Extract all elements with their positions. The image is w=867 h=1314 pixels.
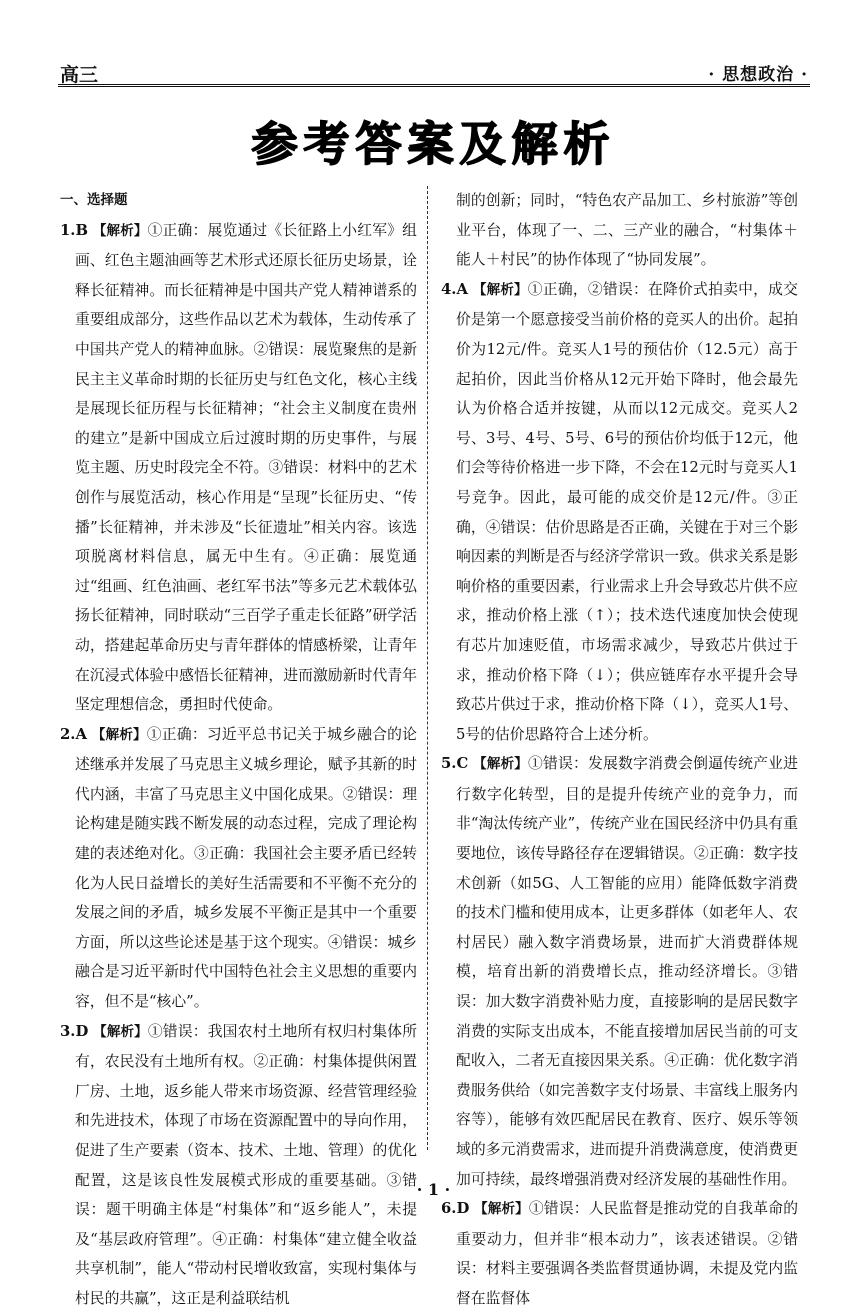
item-explanation: ①错误：发展数字消费会倒逼传统产业进行数字化转型，目的是提升传统产业的竞争力，而非“淘汰传统产业”，传统产业在国民经济中仍具有重要地位，该传导路径存在逻辑错误。②正确：数字技术创新（如5G、人工智能的应用）能降低数字消费的技术门槛和使用成本，让更多群体（如老年人、农村居民）融入数字消费场景，进而扩大消费群体规模，培育出新的消费增长点，推动经济增长。③错误：加大数字消费补贴力度，直接影响的是居民数字消费的实际支出成本，不能直接增加居民当前的可支配收入，二者无直接因果关系。④正确：优化数字消费服务供给（如完善数字支付场景、丰富线上服务内容等），能够有效匹配居民在教育、医疗、娱乐等领域的多元消费需求，进而提升消费满意度，使消费更加可持续，最终增强消费对经济发展的基础性作用。	[456, 755, 798, 1188]
item-explanation: ①正确：习近平总书记关于城乡融合的论述继承并发展了马克思主义城乡理论，赋予其新的时代内涵，丰富了马克思主义中国化成果。②错误：理论构建是随实践不断发展的动态过程，完成了理论构建的表述绝对化。③正确：我国社会主要矛盾已经转化为人民日益增长的美好生活需要和不平衡不充分的发展之间的矛盾，城乡发展不平衡正是其中一个重要方面，所以这些论述是基于这个现实。④错误：城乡融合是习近平新时代中国特色社会主义思想的重要内容，但不是“核心”。	[75, 725, 417, 1011]
page-title: 参考答案及解析	[251, 117, 616, 171]
item-number: 6.	[441, 1200, 457, 1218]
analysis-tag: 【解析】	[472, 281, 528, 298]
item-number: 1.	[60, 221, 76, 239]
grade-label: 高三	[60, 64, 99, 86]
item-answer: D	[456, 1200, 470, 1218]
section-title: 一、选择题	[60, 192, 128, 208]
item-continuation: 制的创新；同时，“特色农产品加工、乡村旅游”等创业平台，体现了一、二、三产业的融合，“村集体＋能人＋村民”的协作体现了“协同发展”。	[456, 192, 798, 269]
item-explanation: ①正确：展览通过《长征路上小红军》组画、红色主题油画等艺术形式还原长征历史场景，诠释长征精神。而长征精神是中国共产党人精神谱系的重要组成部分，这些作品以艺术为载体，生动传承了中国共产党人的精神血脉。②错误：展览聚焦的是新民主主义革命时期的长征历史与红色文化，核心主线是展现长征历程与长征精神；“社会主义制度在贵州的建立”是新中国成立后过渡时期的历史事件，与展览主题、历史时段完全不符。③错误：材料中的艺术创作与展览活动，核心作用是“呈现”长征历史、“传播”长征精神，并未涉及“长征遗址”相关内容。该选项脱离材料信息，属无中生有。④正确：展览通过“组画、红色油画、老红军书法”等多元艺术载体弘扬长征精神，同时联动“三百学子重走长征路”研学活动，搭建起革命历史与青年群体的情感桥梁，让青年在沉浸式体验中感悟长征精神，进而激励新时代青年坚定理想信念，勇担时代使命。	[75, 221, 417, 714]
item-explanation: ①错误：我国农村土地所有权归村集体所有，农民没有土地所有权。②正确：村集体提供闲置厂房、土地，返乡能人带来市场资源、经营管理经验和先进技术，体现了市场在资源配置中的导向作用，促进了生产要素（资本、技术、土地、管理）的优化配置，这是该良性发展模式形成的重要基础。③错误：题干明确主体是“村集体”和“返乡能人”，未提及“基层政府管理”。④正确：村集体“建立健全收益共享机制”，能人“带动村民增收致富，实现村集体与村民的共赢”，这正是利益联结机	[75, 1022, 417, 1307]
item-number: 3.	[60, 1022, 76, 1040]
page-header	[58, 58, 810, 87]
answer-item	[60, 720, 417, 1017]
analysis-tag: 【解析】	[92, 222, 148, 239]
answer-item	[60, 1017, 417, 1314]
answer-item	[441, 1194, 798, 1313]
subject-label: · 思想政治 ·	[708, 65, 808, 85]
item-explanation: ①正确，②错误：在降价式拍卖中，成交价是第一个愿意接受当前价格的竞买人的出价。起拍价为12元/件。竞买人1号的预估价（12.5元）高于起拍价，因此当价格从12元开始下降时，他会最先认为价格合适并按键，从而以12元成交。竞买人2号、3号、4号、5号、6号的预估价均低于12元，他们会等待价格进一步下降，不会在12元时与竞买人1号竞争。因此，最可能的成交价是12元/件。③正确，④错误：估价思路是否正确，关键在于对三个影响因素的判断是否与经济学常识一致。供求关系是影响价格的重要因素，行业需求上升会导致芯片供不应求，推动价格上涨（↑）；技术迭代速度加快会使现有芯片加速贬值，市场需求减少，导致芯片供过于求，推动价格下降（↓）；供应链库存水平提升会导致芯片供过于求，推动价格下降（↓），竞买人1号、5号的估价思路符合上述分析。	[456, 280, 798, 743]
item-number: 2.	[60, 725, 76, 743]
item-number: 5.	[441, 755, 457, 773]
item-answer: D	[75, 1022, 89, 1040]
analysis-tag: 【解析】	[91, 726, 147, 743]
analysis-tag: 【解析】	[474, 1201, 529, 1218]
page-number: · 1 ·	[416, 1180, 451, 1199]
answer-item	[441, 275, 798, 750]
analysis-tag: 【解析】	[93, 1023, 148, 1040]
item-answer: C	[456, 755, 469, 773]
item-number: 4.	[441, 280, 457, 298]
item-answer: A	[456, 280, 468, 298]
column-divider	[427, 186, 428, 1150]
analysis-tag: 【解析】	[473, 756, 529, 773]
right-column	[441, 186, 798, 1314]
answer-item	[60, 216, 417, 720]
item-answer: A	[75, 725, 87, 743]
item-explanation: ①错误：人民监督是推动党的自我革命的重要动力，但并非“根本动力”，该表述错误。②错误：材料主要强调各类监督贯通协调，未提及党内监督在监督体	[456, 1200, 798, 1307]
item-answer: B	[75, 221, 88, 239]
answer-item	[441, 749, 798, 1194]
left-column	[60, 186, 417, 1314]
